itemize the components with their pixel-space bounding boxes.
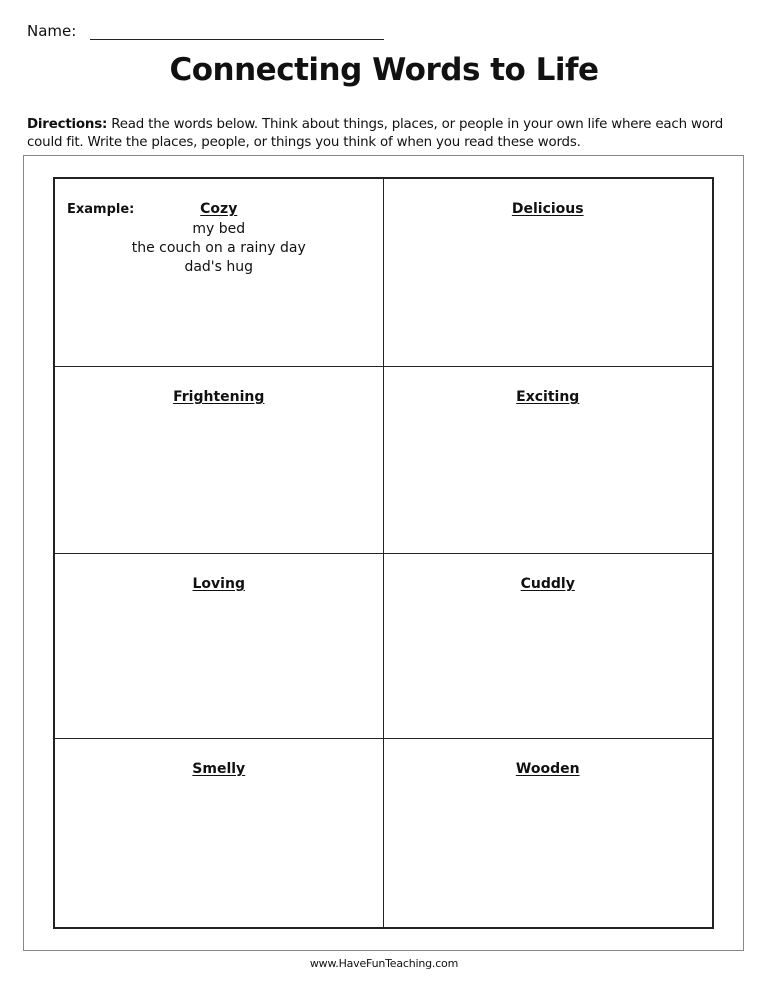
word-exciting: Exciting xyxy=(516,389,580,405)
word-frightening: Frightening xyxy=(173,389,265,405)
directions-text: Read the words below. Think about things, places, or people in your own life where each word could fit. Write the places, people, or things you think of when you read these words. xyxy=(27,117,724,150)
name-row xyxy=(27,22,384,40)
directions xyxy=(27,116,743,152)
word-grid xyxy=(53,177,714,929)
name-write-line[interactable] xyxy=(90,25,384,40)
word-cuddly: Cuddly xyxy=(520,576,575,592)
cell-exciting[interactable] xyxy=(384,367,713,554)
word-wooden: Wooden xyxy=(515,761,580,777)
example-answers xyxy=(55,220,383,277)
cell-cuddly[interactable] xyxy=(384,554,713,739)
cell-delicious[interactable] xyxy=(384,179,713,367)
example-label: Example: xyxy=(67,202,135,217)
word-smelly: Smelly xyxy=(192,761,246,777)
cell-wooden[interactable] xyxy=(384,739,713,927)
word-loving: Loving xyxy=(192,576,245,592)
cell-loving[interactable] xyxy=(55,554,384,739)
page-title: Connecting Words to Life xyxy=(169,52,599,88)
example-line: my bed xyxy=(192,221,246,237)
directions-label: Directions: xyxy=(27,117,108,132)
word-cozy: Cozy xyxy=(200,201,238,217)
name-label: Name: xyxy=(27,22,77,40)
cell-smelly[interactable] xyxy=(55,739,384,927)
word-delicious: Delicious xyxy=(511,201,584,217)
cell-example xyxy=(55,179,384,367)
footer-url: www.HaveFunTeaching.com xyxy=(309,957,459,970)
cell-frightening[interactable] xyxy=(55,367,384,554)
example-line: dad's hug xyxy=(184,259,254,275)
example-line: the couch on a rainy day xyxy=(131,240,306,256)
